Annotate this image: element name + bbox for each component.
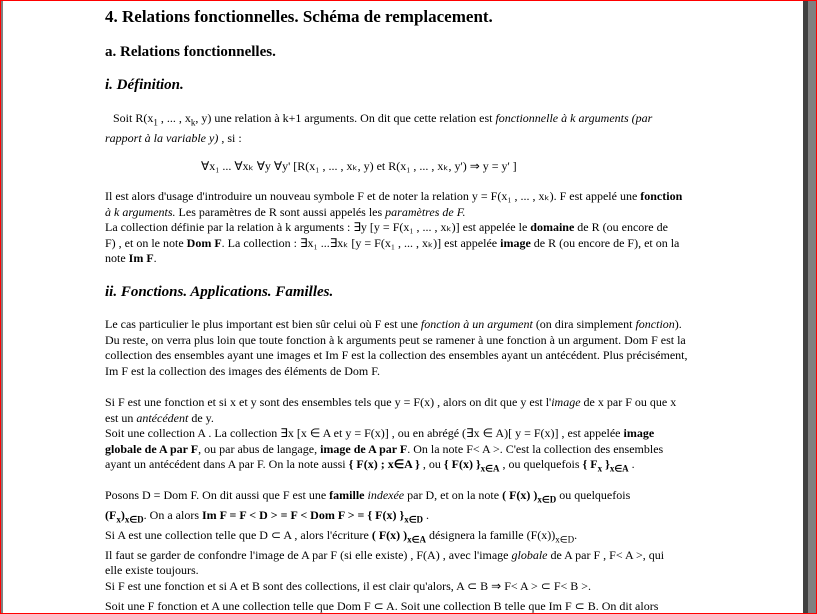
text: { F(x) } [443,457,481,471]
text: à k arguments. [105,204,176,219]
text: collection des ensembles ayant une images et Im F est la collection des ensembles ayant un antécédent. Plus précisément, [105,348,688,362]
text: } [602,457,610,471]
text: x∈D [537,494,557,505]
text: , ou quelquefois [499,457,583,471]
text: . [423,507,430,522]
text: 1 [153,117,158,128]
text: Soit R(x [113,111,154,125]
text: indexée [364,488,405,502]
text: paramètres de F. [385,204,466,219]
text: fonctionnelle à k arguments (par [495,111,653,125]
text: Du reste, on verra plus loin que toute fonction à k arguments peut se ramener à une fonction à un argument. Dom F est la [105,332,686,347]
text: globale de A par F [105,441,199,456]
text: x∈A [480,463,500,474]
text: Si F est une fonction et si A et B sont des collections, il est clair qu'alors, A ⊂ B ⇒ F< A > ⊂ F< B >. [105,578,592,593]
text: { F(x) ; x∈A } [348,457,420,471]
text: Soit une collection A . La collection ∃x [x ∈ A et y = F(x)] , ou en abrégé (∃x ∈ A)[ y = F(x)] , est appelée [105,426,624,440]
text: désignera la famille (F(x)) [426,527,556,542]
text: ( F(x) ) [502,488,538,502]
text: antécédent [136,410,189,425]
document-page [3,1,803,614]
text: image [623,426,655,440]
text: F) , et on le note [105,235,187,250]
text: ). [674,317,682,331]
definition-paragraph [105,111,761,146]
text: elle existe toujours. [105,563,199,578]
text: . [574,527,578,542]
text: famille [329,488,365,502]
text: Si F est une fonction et si x et y sont des ensembles tels que y = F(x) , alors on dit que y est l' [105,395,552,409]
text: Il est alors d'usage d'introduire un nouveau symbole F et de noter la relation y = F(x₁ , ... , xₖ). F est appelé une [105,189,641,203]
definition-heading: i. Définition. [105,77,184,93]
text: x∈D [555,534,575,545]
section-heading: 4. Relations fonctionnelles. Schéma de remplacement. [105,7,493,26]
text: x∈A [407,534,426,545]
text: par D, et on la note [404,488,503,502]
functional-formula: ∀x₁ ... ∀xₖ ∀y ∀y' [R(x₁ , ... , xₖ, y) et R(x₁ , ... , xₖ, y') ⇒ y = y' ] [201,159,517,173]
text: Le cas particulier le plus important est bien sûr celui où F est une [105,317,421,331]
text: rapport à la variable y) [105,130,219,145]
text: image de A par F [320,441,408,456]
text: Les paramètres de R sont aussi appelés les [175,204,386,219]
text: Dom F [186,235,222,250]
text: , si : [218,130,242,145]
text: Si A est une collection telle que D ⊂ A , alors l'écriture [105,527,372,542]
text: Im F est la collection des images des éléments de Dom F. [105,363,380,378]
text: k [190,117,196,128]
symbol-paragraph [105,189,761,267]
text: ) [120,507,125,522]
text: Soit une F fonction et A une collection telle que Dom F ⊂ A. Soit une collection B telle que Im F ⊂ B. On dit alors [105,599,659,613]
text: image [500,235,531,250]
subsection-heading: a. Relations fonctionnelles. [105,44,276,60]
text: , ou [419,457,444,471]
text: Il faut se garder de confondre l'image de A par F (si elle existe) , F(A) , avec l'image [105,547,512,562]
text: de R (ou encore de F), et on la [530,235,680,250]
text: image [551,395,581,409]
page-shadow [803,1,808,614]
functions-heading: ii. Fonctions. Applications. Familles. [105,284,334,300]
text: ayant un antécédent dans A par F. On la note aussi [105,457,349,471]
functions-paragraph [105,317,761,379]
text: La collection définie par la relation à k arguments : ∃y [y = F(x₁ , ... , xₖ)] est appelée le [105,220,531,234]
image-paragraph [105,395,761,477]
text: x∈D [404,514,424,525]
text: Posons D = Dom F. On dit aussi que F est une [105,488,330,502]
text: x∈A [609,463,629,474]
text: . La collection : ∃x₁ ...∃xₖ [y = F(x₁ , ... , xₖ)] est appelée [221,235,501,250]
text: x [116,514,121,525]
text: globale [511,547,548,562]
text: est un [105,410,137,425]
text: . [153,251,157,265]
text: . On la note F< A >. C'est la collection des ensembles [407,441,664,456]
family-paragraph [105,488,761,594]
text: . On a alors [143,507,202,522]
text: x∈D [124,514,144,525]
text: Im F = F < D > = F < Dom F > = { F(x) } [202,507,405,522]
text: de R (ou encore de [574,220,668,234]
text: fonction à un argument [420,317,533,331]
text: ( F(x) ) [371,527,408,542]
text: Im F [128,251,154,265]
text: , y) une relation à k+1 arguments. On dit que cette relation est [195,111,496,125]
text: de y. [188,410,214,425]
text: , ... , x [157,111,191,125]
text: fonction [640,189,683,203]
text: { F [582,457,598,471]
text: . [628,457,635,471]
text: , ou par abus de langage, [198,441,321,456]
text: x [597,463,603,474]
last-paragraph [105,599,761,614]
text: fonction [635,317,675,331]
text: (F [105,507,117,522]
text: ou quelquefois [556,488,631,502]
text: domaine [530,220,575,234]
text: note [105,251,129,265]
text: (on dira simplement [532,317,636,331]
text: de x par F ou que x [580,395,677,409]
text: de A par F , F< A >, qui [547,547,665,562]
